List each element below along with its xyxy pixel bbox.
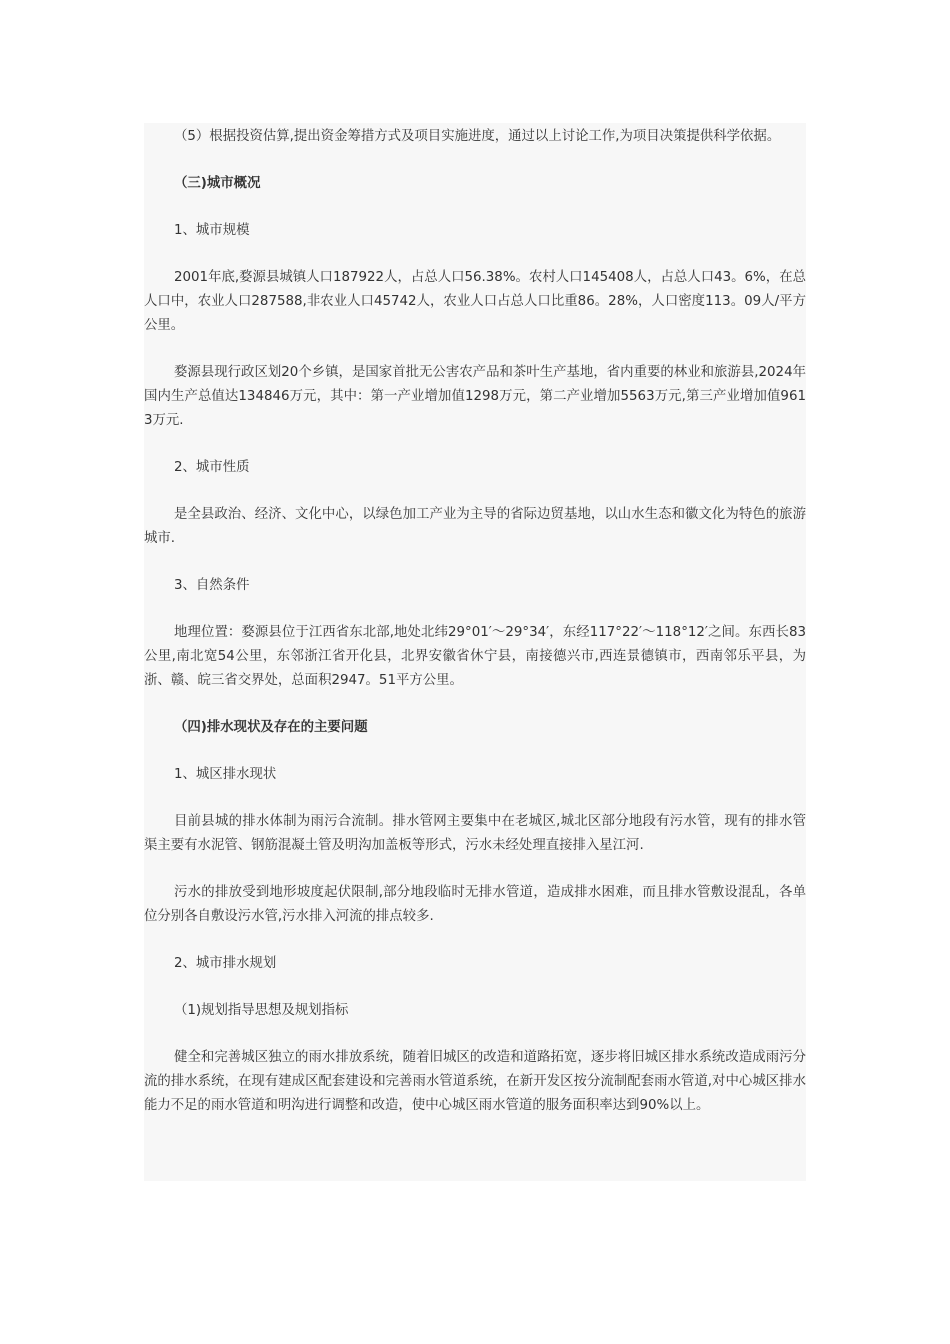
paragraph-population: 2001年底,婺源县城镇人口187922人，占总人口56.38%。农村人口145408人，占总人口43。6%，在总人口中，农业人口287588,非农业人口45742人，农业人口占总人口比重86。28%，人口密度113。09人/平方公里。 bbox=[144, 270, 806, 333]
subheading-drainage-plan: 2、城市排水规划 bbox=[174, 956, 277, 971]
paragraph-administration: 婺源县现行政区划20个乡镇，是国家首批无公害农产品和茶叶生产基地，省内重要的林业和旅游县,2024年国内生产总值达134846万元，其中：第一产业增加值1298万元，第二产业增加5563万元,第三产业增加值9613万元. bbox=[144, 365, 806, 428]
paragraph-investment: （5）根据投资估算,提出资金筹措方式及项目实施进度，通过以上讨论工作,为项目决策提供科学依据。 bbox=[174, 129, 781, 144]
document-body bbox=[144, 123, 806, 1181]
paragraph-drainage-system: 目前县城的排水体制为雨污合流制。排水管网主要集中在老城区,城北区部分地段有污水管，现有的排水管渠主要有水泥管、钢筋混凝土管及明沟加盖板等形式，污水未经处理直接排入星江河. bbox=[144, 814, 806, 853]
subheading-drainage-status: 1、城区排水现状 bbox=[174, 767, 277, 782]
section-heading-drainage: （四)排水现状及存在的主要问题 bbox=[174, 720, 368, 735]
section-heading-city-overview: （三)城市概况 bbox=[174, 176, 261, 191]
paragraph-drainage-problems: 污水的排放受到地形坡度起伏限制,部分地段临时无排水管道，造成排水困难，而且排水管敷设混乱，各单位分别各自敷设污水管,污水排入河流的排点较多. bbox=[144, 885, 806, 924]
subheading-city-nature: 2、城市性质 bbox=[174, 460, 250, 475]
subheading-natural-conditions: 3、自然条件 bbox=[174, 578, 250, 593]
paragraph-plan-details: 健全和完善城区独立的雨水排放系统，随着旧城区的改造和道路拓宽，逐步将旧城区排水系统改造成雨污分流的排水系统，在现有建成区配套建设和完善雨水管道系统，在新开发区按分流制配套雨水管道,对中心城区排水能力不足的雨水管道和明沟进行调整和改造，使中心城区雨水管道的服务面积率达到90%以上。 bbox=[144, 1050, 806, 1113]
paragraph-city-nature: 是全县政治、经济、文化中心，以绿色加工产业为主导的省际边贸基地，以山水生态和徽文化为特色的旅游城市. bbox=[144, 507, 806, 546]
subheading-city-scale: 1、城市规模 bbox=[174, 223, 250, 238]
subheading-plan-guidelines: （1)规划指导思想及规划指标 bbox=[174, 1003, 349, 1018]
paragraph-geography: 地理位置：婺源县位于江西省东北部,地处北纬29°01′～29°34′，东经117°22′～118°12′之间。东西长83公里,南北宽54公里，东邻浙江省开化县，北界安徽省休宁县，南接德兴市,西连景德镇市，西南邻乐平县，为浙、赣、皖三省交界处，总面积2947。51平方公里。 bbox=[144, 625, 806, 688]
